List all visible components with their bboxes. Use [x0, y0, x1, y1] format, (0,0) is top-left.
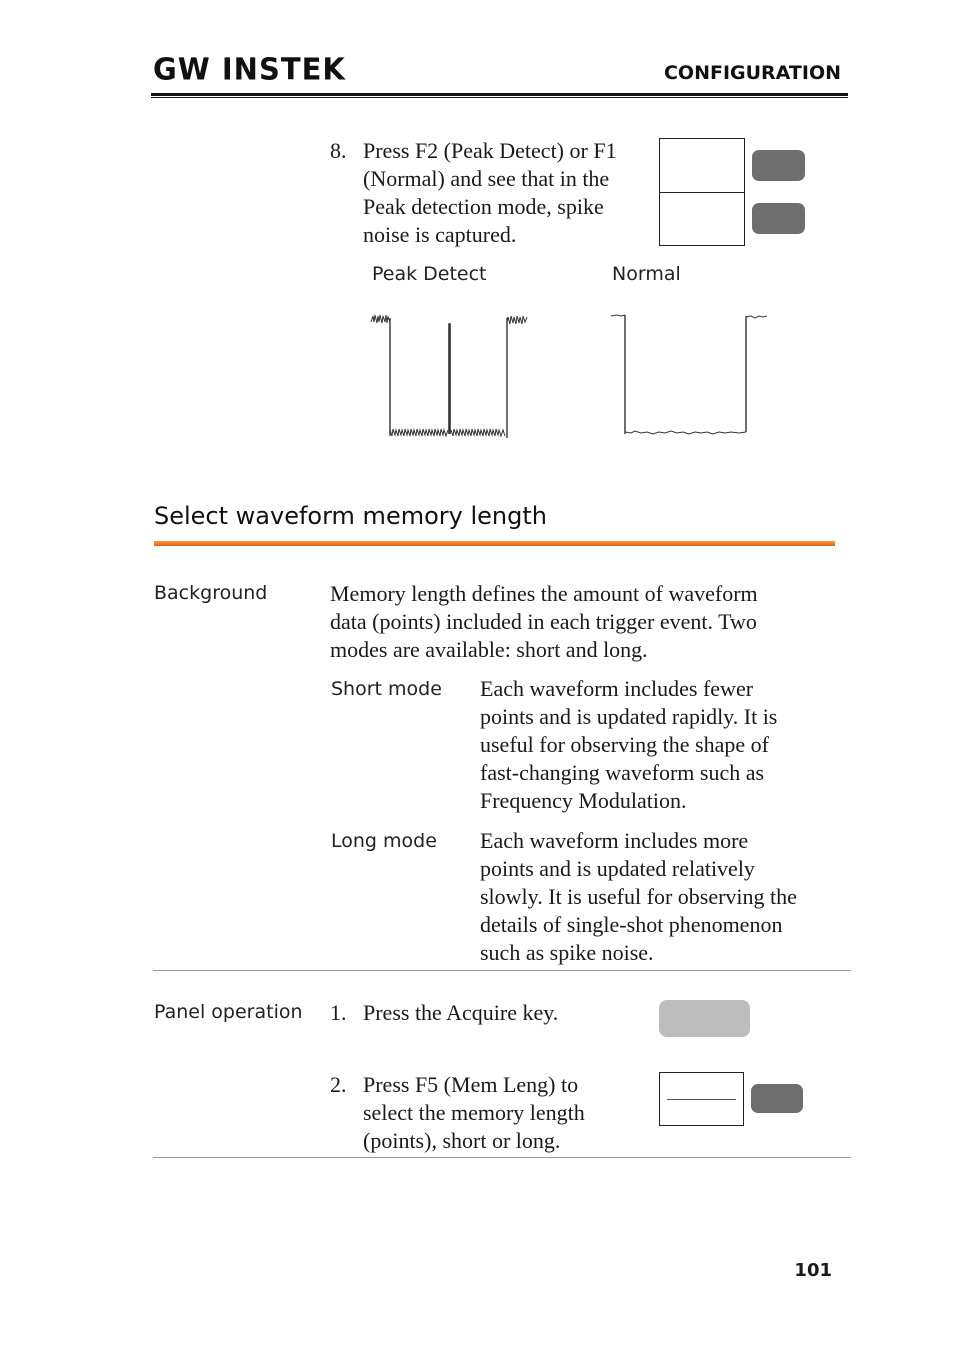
- short-mode-label: Short mode: [331, 678, 442, 700]
- step-8-text: [363, 137, 653, 249]
- step-2-text: [363, 1071, 653, 1155]
- long-mode-line: such as spike noise.: [480, 940, 654, 965]
- step-2-line: select the memory length: [363, 1100, 585, 1125]
- background-line: modes are available: short and long.: [330, 637, 648, 662]
- long-mode-line: Each waveform includes more: [480, 828, 749, 853]
- short-mode-line: Frequency Modulation.: [480, 788, 687, 813]
- page-number: 101: [794, 1260, 832, 1281]
- background-description: [330, 580, 850, 664]
- acquire-key[interactable]: [659, 1000, 750, 1037]
- normal-waveform: [605, 308, 775, 443]
- section-title: Select waveform memory length: [154, 502, 547, 530]
- long-mode-line: details of single-shot phenomenon: [480, 912, 783, 937]
- long-mode-description: [480, 827, 850, 967]
- f5-key[interactable]: [751, 1084, 803, 1113]
- header-section-title: CONFIGURATION: [663, 62, 841, 84]
- step-8-line: noise is captured.: [363, 222, 517, 247]
- section-divider: [153, 1157, 851, 1158]
- long-mode-line: points and is updated relatively: [480, 856, 755, 881]
- short-mode-line: fast-changing waveform such as: [480, 760, 765, 785]
- header-rule: [151, 93, 848, 96]
- softkey-divider: [660, 192, 744, 193]
- short-mode-line: Each waveform includes fewer: [480, 676, 754, 701]
- short-mode-line: points and is updated rapidly. It is: [480, 704, 778, 729]
- peak-detect-waveform: [365, 308, 535, 443]
- long-mode-line: slowly. It is useful for observing the: [480, 884, 797, 909]
- f2-key[interactable]: [752, 203, 805, 234]
- background-line: Memory length defines the amount of waveform: [330, 581, 758, 606]
- step-1-text: Press the Acquire key.: [363, 1000, 559, 1025]
- section-title-underline: [154, 541, 835, 546]
- step-8-number: 8.: [330, 138, 347, 163]
- background-label: Background: [154, 582, 268, 604]
- step-1-number: 1.: [330, 1000, 347, 1025]
- background-line: data (points) included in each trigger event. Two: [330, 609, 757, 634]
- panel-operation-label: Panel operation: [154, 1001, 303, 1023]
- long-mode-label: Long mode: [331, 830, 437, 852]
- section-divider: [153, 970, 851, 971]
- step-2-number: 2.: [330, 1072, 347, 1097]
- short-mode-line: useful for observing the shape of: [480, 732, 769, 757]
- header-rule-thin: [151, 97, 848, 98]
- step-2-line: (points), short or long.: [363, 1128, 561, 1153]
- step-8-line: Press F2 (Peak Detect) or F1: [363, 138, 617, 163]
- step-8-line: (Normal) and see that in the: [363, 166, 610, 191]
- short-mode-description: [480, 675, 850, 815]
- softkey-divider: [667, 1099, 736, 1100]
- softkey-menu-panel-f5: [659, 1072, 744, 1126]
- softkey-menu-panel: [659, 138, 745, 246]
- normal-label: Normal: [612, 263, 681, 285]
- f1-key[interactable]: [752, 150, 805, 181]
- peak-detect-label: Peak Detect: [372, 263, 487, 285]
- step-8-line: Peak detection mode, spike: [363, 194, 604, 219]
- step-2-line: Press F5 (Mem Leng) to: [363, 1072, 579, 1097]
- gw-instek-logo: GW INSTEK: [153, 51, 346, 87]
